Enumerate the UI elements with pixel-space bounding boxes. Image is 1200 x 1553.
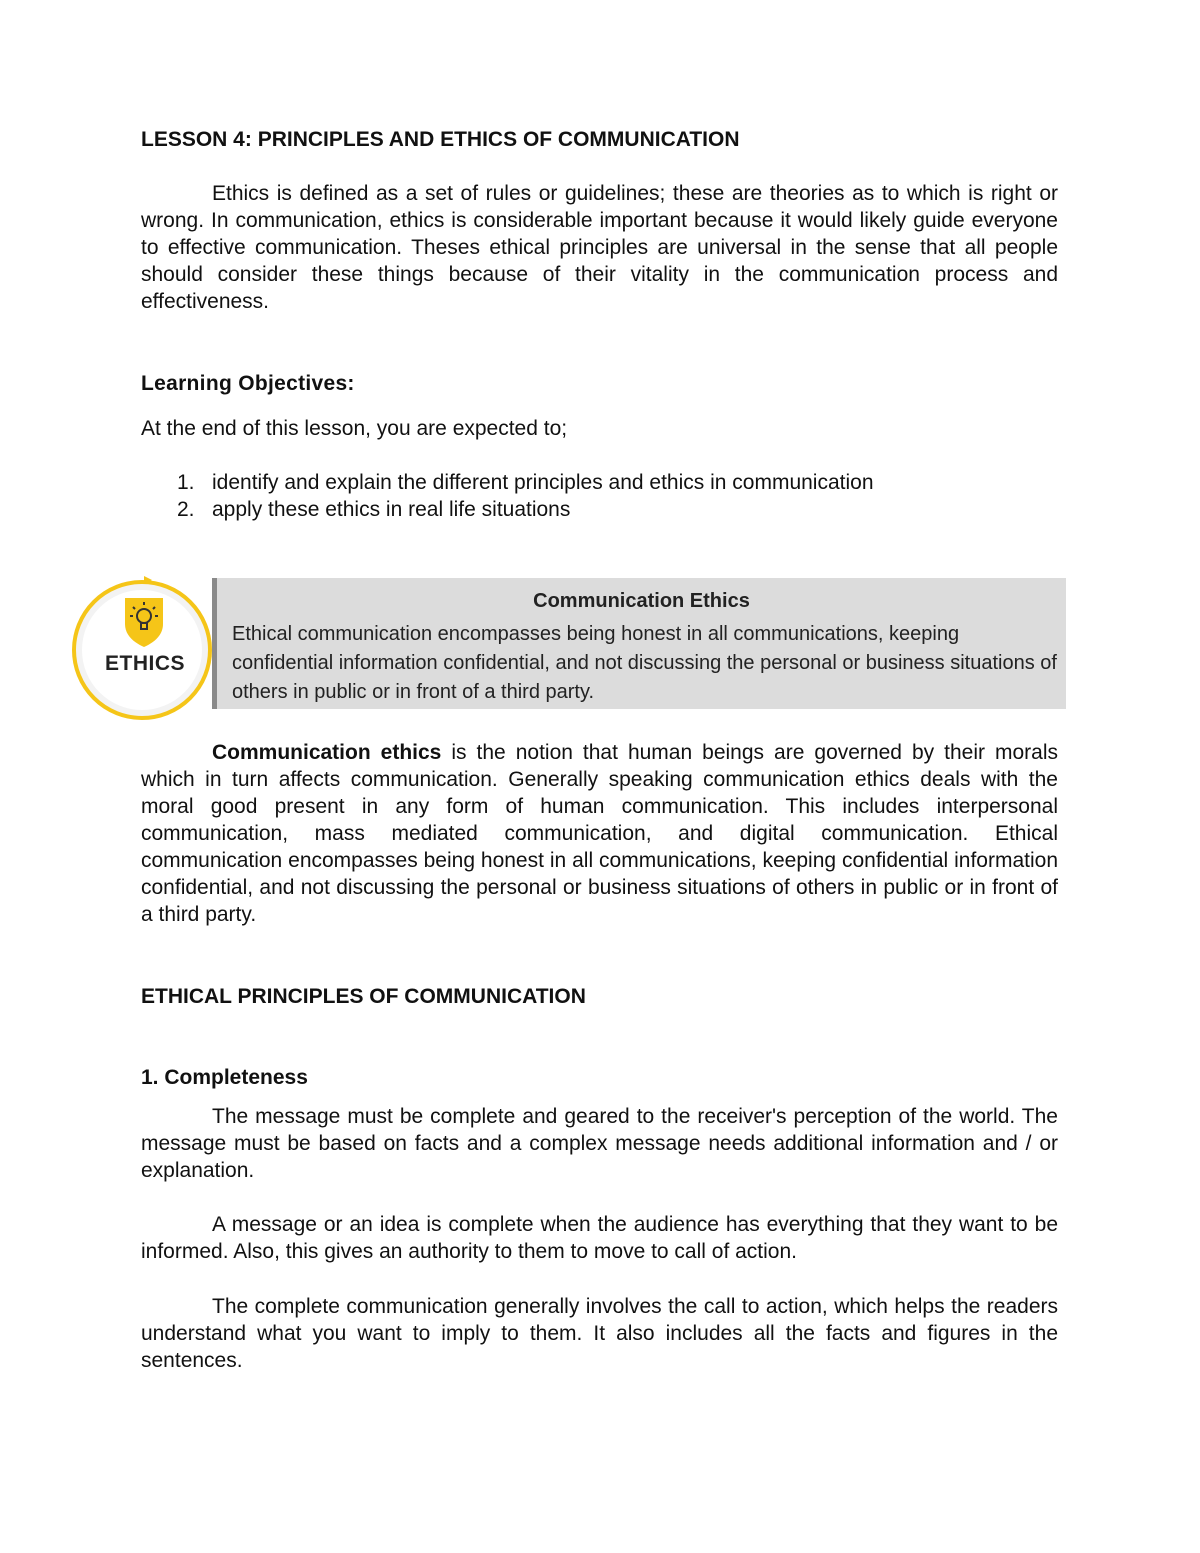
lightbulb-shield-icon (121, 596, 167, 648)
definition-text: is the notion that human beings are governed by their morals which in turn affects communication. Generally speaking communication ethics deals with the moral good present in any form of human communication. This includes interpersonal communication, mass mediated communication, and digital communication. Ethical communication encompasses being honest in all communications, keeping confidential information confidential, and not discussing the personal or business situations of others in public or in front of a third party. (141, 741, 1058, 926)
completeness-paragraph-1: The message must be complete and geared to the receiver's perception of the world. The message must be based on facts and a complex message needs additional information and / or explanation. (141, 1105, 1058, 1182)
list-item-text: apply these ethics in real life situations (212, 498, 571, 521)
completeness-heading: 1. Completeness (141, 1066, 308, 1089)
learning-objectives-title: Learning Objectives: (141, 372, 355, 395)
list-item-number: 1. (177, 471, 195, 494)
objectives-list (141, 469, 1058, 523)
banner-title: Communication Ethics (533, 590, 750, 612)
ethics-badge-label: ETHICS (104, 652, 185, 675)
list-item-number: 2. (177, 498, 195, 521)
definition-term: Communication ethics (212, 741, 442, 764)
communication-ethics-banner (212, 578, 1066, 709)
banner-text: Ethical communication encompasses being honest in all communications, keeping confidential information confidential, and not discussing the personal or business situations of others in public or in front of a third party. (232, 623, 1057, 703)
completeness-paragraph-3: The complete communication generally involves the call to action, which helps the readers understand what you want to imply to them. It also includes all the facts and figures in the sentences. (141, 1295, 1058, 1372)
completeness-paragraph-2: A message or an idea is complete when the audience has everything that they want to be informed. Also, this gives an authority to them to move to call of action. (141, 1213, 1058, 1263)
list-item-text: identify and explain the different principles and ethics in communication (212, 471, 874, 494)
ethics-badge (70, 574, 220, 724)
learning-objectives-lead: At the end of this lesson, you are expected to; (141, 417, 568, 440)
principles-heading: ETHICAL PRINCIPLES OF COMMUNICATION (141, 985, 586, 1008)
list-item (141, 469, 1058, 496)
lesson-title: LESSON 4: PRINCIPLES AND ETHICS OF COMMUNICATION (141, 128, 740, 151)
definition-paragraph (141, 739, 1058, 928)
intro-paragraph: Ethics is defined as a set of rules or guidelines; these are theories as to which is right or wrong. In communication, ethics is considerable important because it would likely guide everyone to effective communication. Theses ethical principles are universal in the sense that all people should consider these things because of their vitality in the communication process and effectiveness. (141, 182, 1058, 313)
list-item (141, 496, 1058, 523)
